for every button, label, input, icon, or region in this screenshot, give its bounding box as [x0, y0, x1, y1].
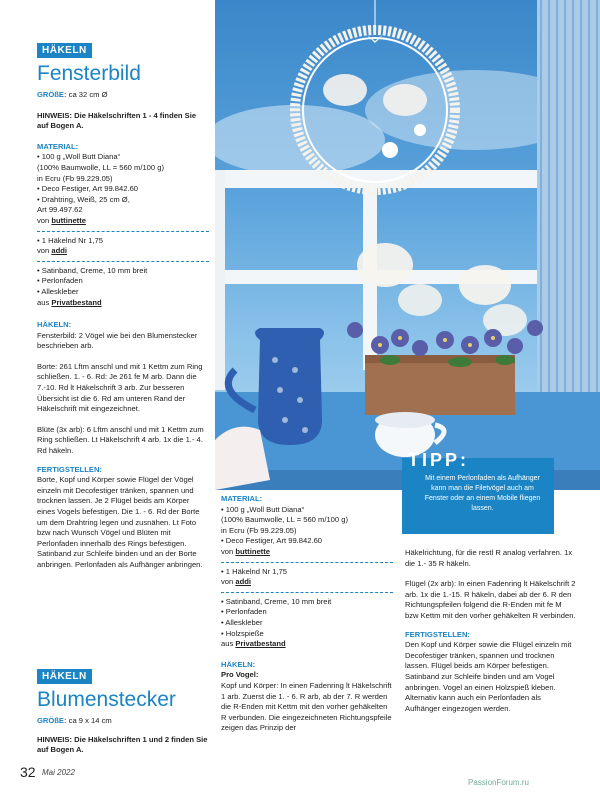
- hint: HINWEIS: Die Häkelschriften 1 und 2 finden Sie auf Bogen A.: [37, 734, 208, 755]
- material-list: [37, 152, 209, 226]
- supplier-line: aus Privatbestand: [37, 297, 102, 307]
- list-item: • Alleskleber: [221, 617, 263, 627]
- list-item: • Satinband, Creme, 10 mm breit: [221, 596, 332, 606]
- list-item: • Satinband, Creme, 10 mm breit: [37, 265, 148, 275]
- list-item: in Ecru (Fb 99.229.05): [37, 173, 113, 183]
- list-item: • Drahtring, Weiß, 25 cm Ø,: [37, 194, 130, 204]
- section-tag: HÄKELN: [37, 43, 92, 58]
- list-item: • Perlonfaden: [37, 276, 83, 286]
- size-line: GRÖßE: ca 9 x 14 cm: [37, 716, 112, 725]
- list-item: Art 99.497.62: [37, 205, 83, 215]
- list-item: (100% Baumwolle, LL = 560 m/100 g): [37, 162, 164, 172]
- material-list: [221, 505, 393, 558]
- bluete-text: Blüte (3x arb): 6 Lftm anschl und mit 1 Kettm zum Ring schließen. Lt Häkelschrift 4 arb. 1x die 1.- 4. Rd häkeln.: [37, 424, 204, 456]
- list-item: • Deco Festiger, Art 99.842.60: [221, 536, 323, 546]
- tip-box: [402, 450, 554, 534]
- list-item: • Holzspieße: [221, 628, 264, 638]
- divider: [221, 562, 393, 563]
- tip-text: Mit einem Perlonfaden als Aufhänger kann man die Filetvögel auch am Fenster oder an einem Mobile fliegen lassen.: [424, 475, 541, 512]
- list-item: • Perlonfaden: [221, 607, 267, 617]
- watermark-credit: PassionForum.ru: [468, 778, 529, 787]
- list-item: • Deco Festiger, Art 99.842.60: [37, 184, 139, 194]
- list-item: • 100 g „Woll Butt Diana“: [37, 152, 121, 162]
- borte-text: Borte: 261 Lftm anschl und mit 1 Kettm zum Ring schließen. 1. - 6. Rd: Je 261 fe M arb. Dann die 7.-10. Rd lt Häkelschrift 3 arb. Zur besseren Übersicht ist die 6. Rd am unteren Rand der Häkelschrift mit eingezeichnet.: [37, 361, 203, 414]
- supplier-line: von addi: [221, 577, 251, 587]
- list-item: • 100 g „Woll Butt Diana“: [221, 504, 305, 514]
- list-item: (100% Baumwolle, LL = 560 m/100 g): [221, 515, 348, 525]
- fensterbild-text: Fensterbild: 2 Vögel wie bei den Blumenstecker beschrieben arb.: [37, 330, 198, 351]
- finish-heading: FERTIGSTELLEN:: [405, 629, 470, 639]
- list-item: • 1 Häkelnd Nr 1,75: [221, 566, 287, 576]
- list-item: in Ecru (Fb 99.229.05): [221, 525, 297, 535]
- size-line: GRÖßE: ca 32 cm Ø: [37, 90, 108, 99]
- continued-text: Häkelrichtung, für die restl R analog verfahren. 1x die 1.- 35 R häkeln.: [405, 548, 573, 568]
- middle-column: [221, 494, 393, 740]
- finish-heading: FERTIGSTELLEN:: [37, 464, 102, 474]
- window-photo: [215, 0, 600, 490]
- supplier-line: von buttinette: [37, 215, 86, 225]
- list-item: • 1 Häkelnd Nr 1,75: [37, 235, 103, 245]
- fluegel-text: Flügel (2x arb): In einen Fadenring lt Häkelschrift 2 arb. 1x die 1.-15. R häkeln, dabei ab der 6. R den Richtungspfeilen folgend die R-Enden mit fe M bzw Kettm mit den vorher gehäkelten R verbinden.: [405, 579, 576, 620]
- hint: HINWEIS: Die Häkelschriften 1 - 4 finden Sie auf Bogen A.: [37, 110, 197, 131]
- crochet-heading: HÄKELN:: [37, 320, 72, 330]
- finish-text: Den Kopf und Körper sowie die Flügel einzeln mit Decofestiger tränken, spannen und trocknen lassen. Flügel beids am Körper befestigen. Satinband zur Schleife binden und am Vogel anbringen. Vogel an einen Holzspieß kleben. Alternativ kann auch ein Perlonfaden als Aufhänger eingezogen werden.: [405, 640, 572, 713]
- material-heading: MATERIAL:: [221, 494, 263, 503]
- right-column: [405, 548, 577, 720]
- issue-date: Mai 2022: [42, 768, 75, 777]
- kopf-text: Kopf und Körper: In einen Fadenring lt Häkelschrift 1 arb. Zuerst die 1. - 6. R arb, ab der 7. R werden die R-Enden mit Kettm mit den vorher gehäkelten R verbunden. Die eingezeichneten Richtungspfeile zeigen das Prinzip der: [221, 680, 392, 733]
- divider: [37, 261, 209, 262]
- pro-vogel: Pro Vogel:: [221, 670, 259, 680]
- divider: [37, 231, 209, 232]
- tip-heading: TIPP:: [408, 450, 470, 470]
- list-item: • Alleskleber: [37, 286, 79, 296]
- section2: [37, 666, 209, 762]
- left-column: [37, 40, 209, 577]
- finish-text: Borte, Kopf und Körper sowie Flügel der Vögel einzeln mit Decofestiger tränken, spannen und trocknen lassen. Je 2 Flügel beids am Körper eines Vogels befestigen. Die 1. - 6. Rd der Borte um dem Drahtring legen und zusnähen. Lt Foto bzw nach Wunsch Vögel und Blüten mit Perlonfaden innerhalb des Rings befestigen. Satinband zur Schleife binden und an der Borte anbringen. Perlonfaden als Aufhänger anbringen.: [37, 475, 203, 569]
- supplier-line: von addi: [37, 246, 67, 256]
- section-title: Fensterbild: [37, 62, 141, 85]
- photo-illustration: [215, 0, 600, 490]
- section-title: Blumenstecker: [37, 688, 176, 711]
- supplier-line: von buttinette: [221, 546, 270, 556]
- page-number: 32: [20, 764, 36, 780]
- crochet-heading: HÄKELN:: [221, 659, 256, 669]
- divider: [221, 592, 393, 593]
- material-heading: MATERIAL:: [37, 141, 79, 151]
- section-tag: HÄKELN: [37, 669, 92, 684]
- supplier-line: aus Privatbestand: [221, 639, 286, 649]
